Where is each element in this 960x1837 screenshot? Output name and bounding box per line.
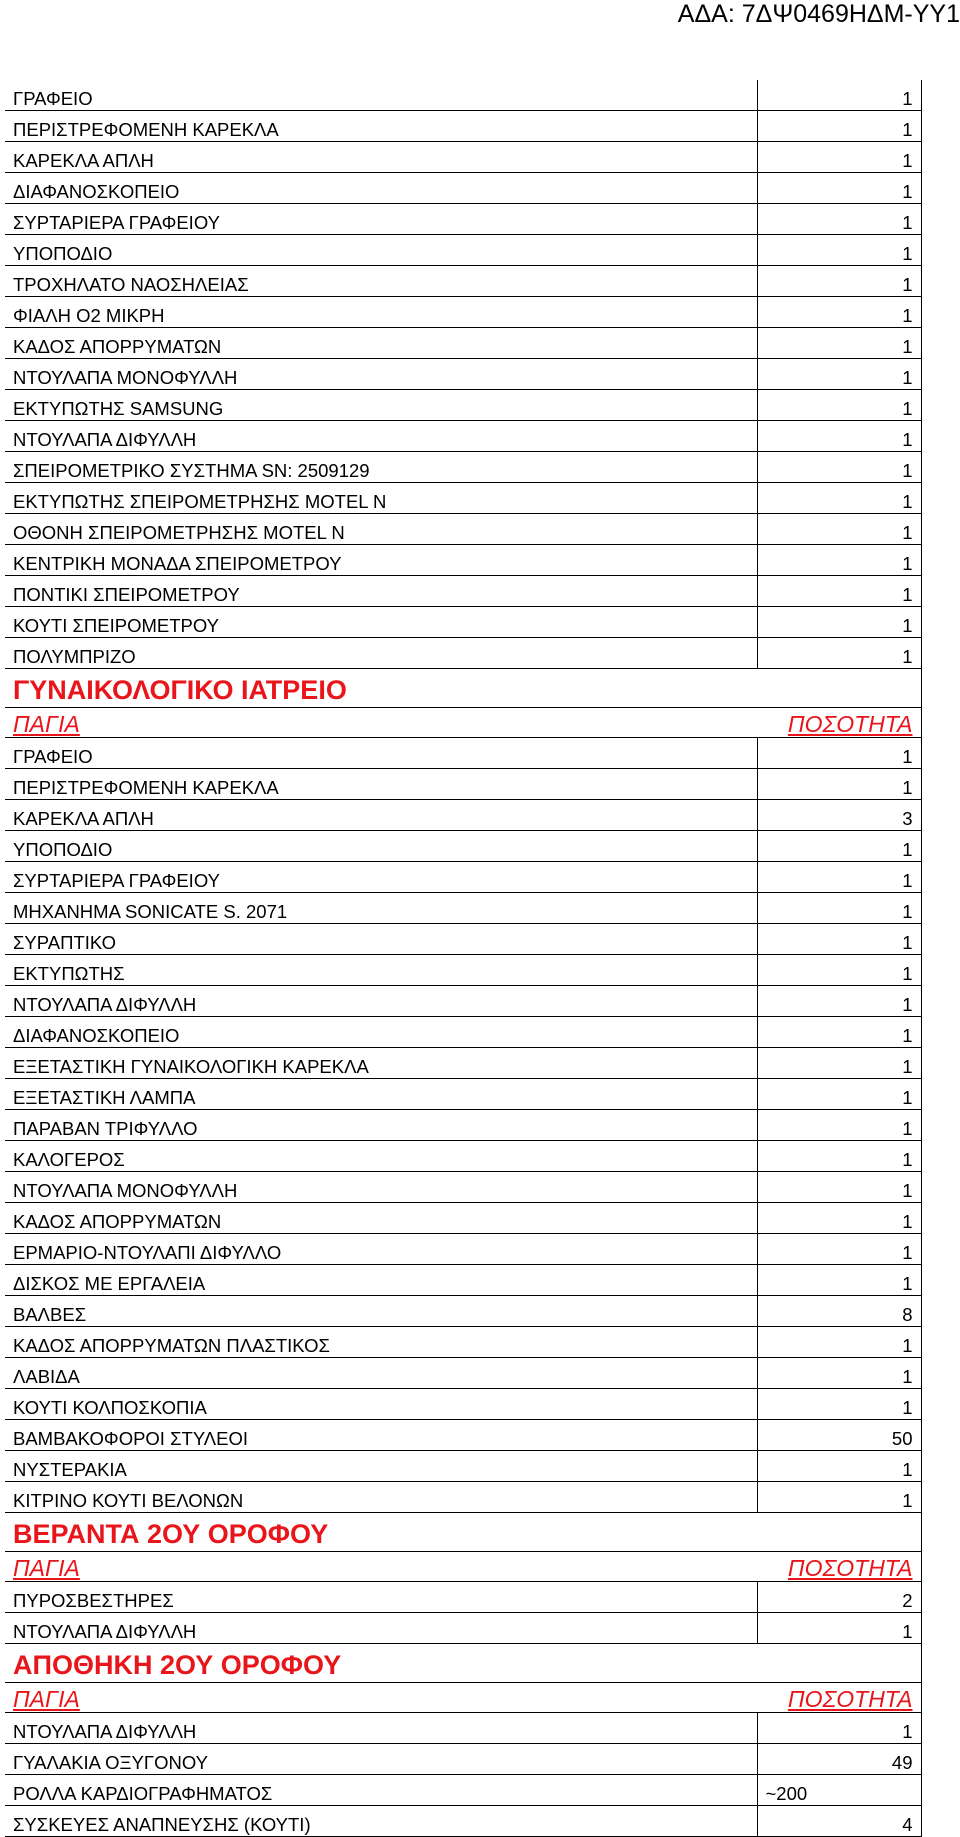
item-quantity: 1 bbox=[757, 955, 921, 986]
item-quantity: 1 bbox=[757, 266, 921, 297]
item-name: ΣΥΡΤΑΡΙΕΡΑ ΓΡΑΦΕΙΟΥ bbox=[5, 204, 757, 235]
table-row bbox=[5, 862, 921, 893]
item-name: ΠΟΝΤΙΚΙ ΣΠΕΙΡΟΜΕΤΡΟΥ bbox=[5, 576, 757, 607]
item-quantity: 1 bbox=[757, 986, 921, 1017]
item-quantity: 1 bbox=[757, 390, 921, 421]
table-row bbox=[5, 607, 921, 638]
table-row bbox=[5, 1141, 921, 1172]
item-name: ΝΥΣΤΕΡΑΚΙΑ bbox=[5, 1451, 757, 1482]
item-quantity: 1 bbox=[757, 111, 921, 142]
item-name: ΠΟΛΥΜΠΡΙΖΟ bbox=[5, 638, 757, 669]
table-row bbox=[5, 1358, 921, 1389]
item-quantity: 8 bbox=[757, 1296, 921, 1327]
item-quantity bbox=[757, 1644, 921, 1683]
table-row bbox=[5, 831, 921, 862]
table-row bbox=[5, 1327, 921, 1358]
item-quantity: 1 bbox=[757, 769, 921, 800]
item-name: ΝΤΟΥΛΑΠΑ ΜΟΝΟΦΥΛΛΗ bbox=[5, 359, 757, 390]
table-row bbox=[5, 986, 921, 1017]
table-row bbox=[5, 893, 921, 924]
item-quantity: 1 bbox=[757, 297, 921, 328]
item-quantity: 1 bbox=[757, 893, 921, 924]
item-quantity: 1 bbox=[757, 1141, 921, 1172]
item-name: ΠΑΡΑΒΑΝ ΤΡΙΦΥΛΛΟ bbox=[5, 1110, 757, 1141]
item-quantity: 1 bbox=[757, 1265, 921, 1296]
column-header-quantity: ΠΟΣΟΤΗΤΑ bbox=[757, 1683, 921, 1713]
table-row bbox=[5, 638, 921, 669]
item-quantity: 2 bbox=[757, 1582, 921, 1613]
item-quantity bbox=[757, 669, 921, 708]
item-name: ΔΙΑΦΑΝΟΣΚΟΠΕΙΟ bbox=[5, 1017, 757, 1048]
table-row bbox=[5, 483, 921, 514]
ada-code: ΑΔΑ: 7ΔΨ0469ΗΔΜ-ΥΥ1 bbox=[677, 0, 960, 28]
column-header-item: ΠΑΓΙΑ bbox=[5, 1683, 757, 1713]
table-row bbox=[5, 955, 921, 986]
item-quantity: 1 bbox=[757, 1713, 921, 1744]
item-name: ΓΥΑΛΑΚΙΑ ΟΞΥΓΟΝΟΥ bbox=[5, 1744, 757, 1775]
section-title: ΓΥΝΑΙΚΟΛΟΓΙΚΟ ΙΑΤΡΕΙΟ bbox=[5, 669, 757, 708]
table-row bbox=[5, 514, 921, 545]
item-quantity: 1 bbox=[757, 1234, 921, 1265]
table-row bbox=[5, 769, 921, 800]
item-name: ΣΠΕΙΡΟΜΕΤΡΙΚΟ ΣΥΣΤΗΜΑ SN: 2509129 bbox=[5, 452, 757, 483]
item-name: ΠΥΡΟΣΒΕΣΤΗΡΕΣ bbox=[5, 1582, 757, 1613]
item-name: ΓΡΑΦΕΙΟ bbox=[5, 80, 757, 111]
item-name: ΚΑΛΟΓΕΡΟΣ bbox=[5, 1141, 757, 1172]
section-title: ΒΕΡΑΝΤΑ 2ΟΥ ΟΡΟΦΟΥ bbox=[5, 1513, 757, 1552]
item-name: ΤΡΟΧΗΛΑΤΟ ΝΑΟΣΗΛΕΙΑΣ bbox=[5, 266, 757, 297]
table-row bbox=[5, 1613, 921, 1644]
item-name: ΥΠΟΠΟΔΙΟ bbox=[5, 831, 757, 862]
item-name: ΕΚΤΥΠΩΤΗΣ SAMSUNG bbox=[5, 390, 757, 421]
item-quantity bbox=[757, 1513, 921, 1552]
item-name: ΚΕΝΤΡΙΚΗ ΜΟΝΑΔΑ ΣΠΕΙΡΟΜΕΤΡΟΥ bbox=[5, 545, 757, 576]
table-row bbox=[5, 111, 921, 142]
item-name: ΒΑΛΒΕΣ bbox=[5, 1296, 757, 1327]
section-title-row bbox=[5, 669, 921, 708]
table-row bbox=[5, 359, 921, 390]
item-name: ΚΑΔΟΣ ΑΠΟΡΡΥΜΑΤΩΝ bbox=[5, 328, 757, 359]
item-name: ΚΑΔΟΣ ΑΠΟΡΡΥΜΑΤΩΝ bbox=[5, 1203, 757, 1234]
item-quantity: 1 bbox=[757, 1613, 921, 1644]
item-quantity: 1 bbox=[757, 235, 921, 266]
item-name: ΠΕΡΙΣΤΡΕΦΟΜΕΝΗ ΚΑΡΕΚΛΑ bbox=[5, 111, 757, 142]
item-name: ΠΕΡΙΣΤΡΕΦΟΜΕΝΗ ΚΑΡΕΚΛΑ bbox=[5, 769, 757, 800]
item-quantity: 1 bbox=[757, 514, 921, 545]
item-name: ΝΤΟΥΛΑΠΑ ΔΙΦΥΛΛΗ bbox=[5, 1713, 757, 1744]
item-name: ΝΤΟΥΛΑΠΑ ΜΟΝΟΦΥΛΛΗ bbox=[5, 1172, 757, 1203]
item-name: ΜΗΧΑΝΗΜΑ SONICATE S. 2071 bbox=[5, 893, 757, 924]
item-quantity: 1 bbox=[757, 1327, 921, 1358]
column-header-row bbox=[5, 1552, 921, 1582]
table-row bbox=[5, 1296, 921, 1327]
table-row bbox=[5, 390, 921, 421]
item-quantity: 1 bbox=[757, 1017, 921, 1048]
item-quantity: 1 bbox=[757, 1110, 921, 1141]
item-name: ΝΤΟΥΛΑΠΑ ΔΙΦΥΛΛΗ bbox=[5, 421, 757, 452]
item-name: ΚΑΔΟΣ ΑΠΟΡΡΥΜΑΤΩΝ ΠΛΑΣΤΙΚΟΣ bbox=[5, 1327, 757, 1358]
item-quantity: 4 bbox=[757, 1806, 921, 1837]
section-title: ΑΠΟΘΗΚΗ 2ΟΥ ΟΡΟΦΟΥ bbox=[5, 1644, 757, 1683]
item-quantity: 1 bbox=[757, 483, 921, 514]
item-quantity: 49 bbox=[757, 1744, 921, 1775]
item-name: ΕΚΤΥΠΩΤΗΣ bbox=[5, 955, 757, 986]
item-quantity: 1 bbox=[757, 359, 921, 390]
table-row bbox=[5, 328, 921, 359]
item-quantity: 1 bbox=[757, 328, 921, 359]
table-row bbox=[5, 1744, 921, 1775]
item-name: ΝΤΟΥΛΑΠΑ ΔΙΦΥΛΛΗ bbox=[5, 1613, 757, 1644]
item-quantity: 1 bbox=[757, 831, 921, 862]
column-header-row bbox=[5, 708, 921, 738]
column-header-quantity: ΠΟΣΟΤΗΤΑ bbox=[757, 1552, 921, 1582]
table-row bbox=[5, 80, 921, 111]
table-row bbox=[5, 1265, 921, 1296]
item-quantity: 1 bbox=[757, 545, 921, 576]
item-name: ΔΙΑΦΑΝΟΣΚΟΠΕΙΟ bbox=[5, 173, 757, 204]
item-quantity: 1 bbox=[757, 1389, 921, 1420]
item-name: ΣΥΡΑΠΤΙΚΟ bbox=[5, 924, 757, 955]
item-quantity: 1 bbox=[757, 80, 921, 111]
item-quantity: 1 bbox=[757, 1172, 921, 1203]
table-row bbox=[5, 452, 921, 483]
inventory-body bbox=[5, 80, 921, 1837]
table-row bbox=[5, 1806, 921, 1837]
column-header-row bbox=[5, 1683, 921, 1713]
table-row bbox=[5, 1110, 921, 1141]
section-title-row bbox=[5, 1644, 921, 1683]
table-row bbox=[5, 1048, 921, 1079]
table-row bbox=[5, 266, 921, 297]
section-title-row bbox=[5, 1513, 921, 1552]
item-quantity: 1 bbox=[757, 1482, 921, 1513]
item-name: ΚΑΡΕΚΛΑ ΑΠΛΗ bbox=[5, 142, 757, 173]
item-name: ΛΑΒΙΔΑ bbox=[5, 1358, 757, 1389]
table-row bbox=[5, 924, 921, 955]
column-header-quantity: ΠΟΣΟΤΗΤΑ bbox=[757, 708, 921, 738]
item-name: ΥΠΟΠΟΔΙΟ bbox=[5, 235, 757, 266]
table-row bbox=[5, 1420, 921, 1451]
item-name: ΚΟΥΤΙ ΣΠΕΙΡΟΜΕΤΡΟΥ bbox=[5, 607, 757, 638]
item-quantity: 1 bbox=[757, 1451, 921, 1482]
item-name: ΕΚΤΥΠΩΤΗΣ ΣΠΕΙΡΟΜΕΤΡΗΣΗΣ MOTEL N bbox=[5, 483, 757, 514]
item-quantity: 1 bbox=[757, 1358, 921, 1389]
item-name: ΦΙΑΛΗ Ο2 ΜΙΚΡΗ bbox=[5, 297, 757, 328]
table-row bbox=[5, 1234, 921, 1265]
table-row bbox=[5, 545, 921, 576]
item-name: ΓΡΑΦΕΙΟ bbox=[5, 738, 757, 769]
table-row bbox=[5, 297, 921, 328]
item-quantity: 1 bbox=[757, 1203, 921, 1234]
item-name: ΣΥΡΤΑΡΙΕΡΑ ΓΡΑΦΕΙΟΥ bbox=[5, 862, 757, 893]
item-quantity: 1 bbox=[757, 421, 921, 452]
item-name: ΕΡΜΑΡΙΟ-ΝΤΟΥΛΑΠΙ ΔΙΦΥΛΛΟ bbox=[5, 1234, 757, 1265]
column-header-item: ΠΑΓΙΑ bbox=[5, 1552, 757, 1582]
inventory-table bbox=[5, 80, 922, 1837]
table-row bbox=[5, 1079, 921, 1110]
table-row bbox=[5, 421, 921, 452]
table-row bbox=[5, 204, 921, 235]
table-row bbox=[5, 1017, 921, 1048]
table-row bbox=[5, 1172, 921, 1203]
table-row bbox=[5, 1451, 921, 1482]
table-row bbox=[5, 1775, 921, 1806]
table-row bbox=[5, 1389, 921, 1420]
item-quantity: 1 bbox=[757, 924, 921, 955]
item-name: ΚΑΡΕΚΛΑ ΑΠΛΗ bbox=[5, 800, 757, 831]
item-name: ΚΙΤΡΙΝΟ ΚΟΥΤΙ ΒΕΛΟΝΩΝ bbox=[5, 1482, 757, 1513]
table-row bbox=[5, 800, 921, 831]
table-row bbox=[5, 738, 921, 769]
table-row bbox=[5, 1203, 921, 1234]
item-name: ΝΤΟΥΛΑΠΑ ΔΙΦΥΛΛΗ bbox=[5, 986, 757, 1017]
item-quantity: 1 bbox=[757, 576, 921, 607]
item-name: ΒΑΜΒΑΚΟΦΟΡΟΙ ΣΤΥΛΕΟΙ bbox=[5, 1420, 757, 1451]
column-header-item: ΠΑΓΙΑ bbox=[5, 708, 757, 738]
table-row bbox=[5, 1482, 921, 1513]
item-quantity: 1 bbox=[757, 204, 921, 235]
item-name: ΕΞΕΤΑΣΤΙΚΗ ΛΑΜΠΑ bbox=[5, 1079, 757, 1110]
table-row bbox=[5, 1582, 921, 1613]
item-name: ΔΙΣΚΟΣ ΜΕ ΕΡΓΑΛΕΙΑ bbox=[5, 1265, 757, 1296]
item-name: ΟΘΟΝΗ ΣΠΕΙΡΟΜΕΤΡΗΣΗΣ MOTEL N bbox=[5, 514, 757, 545]
item-quantity: 1 bbox=[757, 738, 921, 769]
item-name: ΚΟΥΤΙ ΚΟΛΠΟΣΚΟΠΙΑ bbox=[5, 1389, 757, 1420]
item-quantity: 50 bbox=[757, 1420, 921, 1451]
item-name: ΡΟΛΛΑ ΚΑΡΔΙΟΓΡΑΦΗΜΑΤΟΣ bbox=[5, 1775, 757, 1806]
item-quantity: 1 bbox=[757, 1048, 921, 1079]
table-row bbox=[5, 576, 921, 607]
table-row bbox=[5, 235, 921, 266]
item-quantity: 1 bbox=[757, 862, 921, 893]
item-name: ΕΞΕΤΑΣΤΙΚΗ ΓΥΝΑΙΚΟΛΟΓΙΚΗ ΚΑΡΕΚΛΑ bbox=[5, 1048, 757, 1079]
item-quantity: 1 bbox=[757, 452, 921, 483]
item-quantity: 1 bbox=[757, 142, 921, 173]
table-row bbox=[5, 173, 921, 204]
item-quantity: ~200 bbox=[757, 1775, 921, 1806]
item-quantity: 1 bbox=[757, 173, 921, 204]
item-quantity: 1 bbox=[757, 638, 921, 669]
item-quantity: 1 bbox=[757, 607, 921, 638]
table-row bbox=[5, 1713, 921, 1744]
item-quantity: 1 bbox=[757, 1079, 921, 1110]
item-quantity: 3 bbox=[757, 800, 921, 831]
item-name: ΣΥΣΚΕΥΕΣ ΑΝΑΠΝΕΥΣΗΣ (ΚΟΥΤΙ) bbox=[5, 1806, 757, 1837]
table-row bbox=[5, 142, 921, 173]
